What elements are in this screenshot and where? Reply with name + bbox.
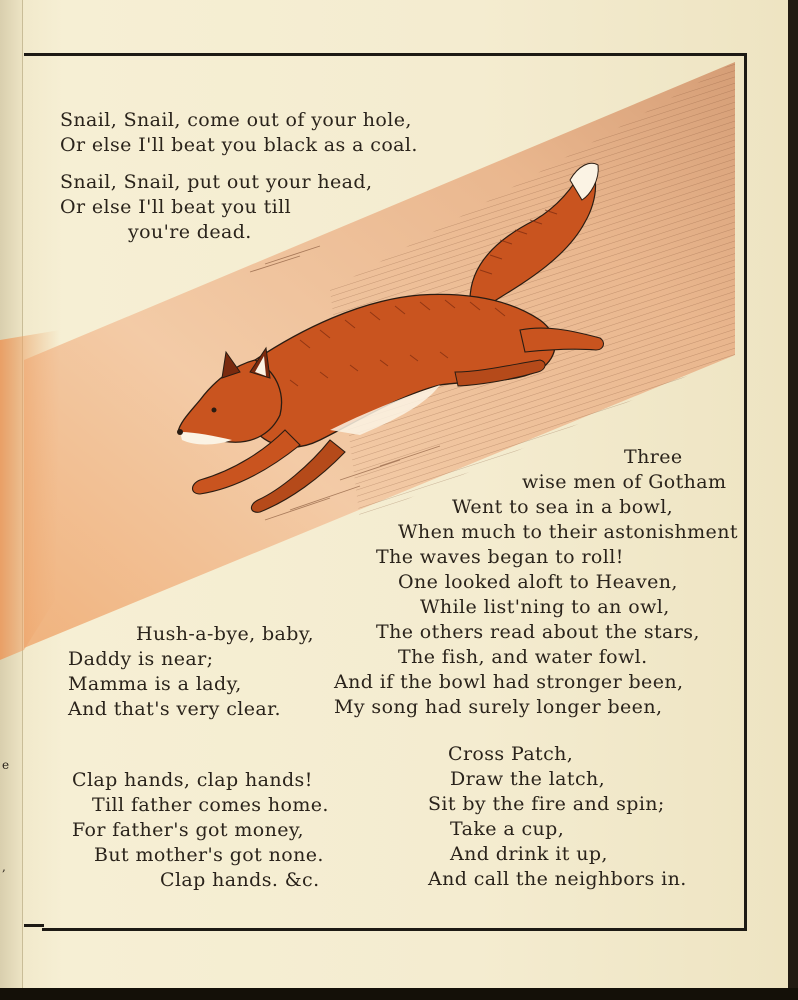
poem-line: Draw the latch, (450, 768, 606, 790)
poem-line: But mother's got none. (94, 844, 324, 866)
poem-line: And call the neighbors in. (428, 868, 687, 890)
poem-line: Daddy is near; (68, 648, 214, 670)
page-bottom-edge (0, 988, 798, 1000)
poem-line: When much to their astonishment (398, 521, 738, 543)
poem-line: And if the bowl had stronger been, (334, 671, 684, 693)
page-right-edge (788, 0, 798, 1000)
margin-mark: e (2, 758, 10, 772)
frame-corner-bottom (24, 924, 44, 927)
poem-line: While list'ning to an owl, (420, 596, 670, 618)
poem-line: you're dead. (128, 221, 252, 243)
poem-line: Clap hands. &c. (160, 869, 320, 891)
poem-line: Mamma is a lady, (68, 673, 242, 695)
frame-corner-top (24, 53, 44, 56)
poem-line: Went to sea in a bowl, (452, 496, 674, 518)
poem-line: Take a cup, (450, 818, 565, 840)
poem-line: One looked aloft to Heaven, (398, 571, 678, 593)
poem-line: Snail, Snail, put out your head, (60, 171, 373, 193)
poem-line: Or else I'll beat you black as a coal. (60, 134, 418, 156)
poem-line: Three (624, 446, 683, 468)
poem-line: Clap hands, clap hands! (72, 769, 313, 791)
poem-line: Sit by the fire and spin; (428, 793, 665, 815)
poem-gotham (334, 445, 738, 720)
poem-snail (60, 108, 418, 245)
poem-line: And drink it up, (450, 843, 608, 865)
poem-line: Till father comes home. (92, 794, 329, 816)
poem-line: The fish, and water fowl. (398, 646, 648, 668)
poem-line: The waves began to roll! (376, 546, 624, 568)
margin-mark: , (2, 860, 6, 874)
poem-line: Hush-a-bye, baby, (136, 623, 314, 645)
poem-line: Snail, Snail, come out of your hole, (60, 109, 412, 131)
poem-line: The others read about the stars, (376, 621, 700, 643)
poem-line: Cross Patch, (448, 743, 574, 765)
poem-line: wise men of Gotham (522, 471, 727, 493)
poem-crosspatch (428, 742, 687, 892)
poem-line: My song had surely longer been, (334, 696, 663, 718)
poem-line: For father's got money, (72, 819, 304, 841)
poem-hush (68, 622, 314, 722)
poem-line: And that's very clear. (68, 698, 281, 720)
poem-clap (72, 768, 329, 893)
poem-line: Or else I'll beat you till (60, 196, 292, 218)
